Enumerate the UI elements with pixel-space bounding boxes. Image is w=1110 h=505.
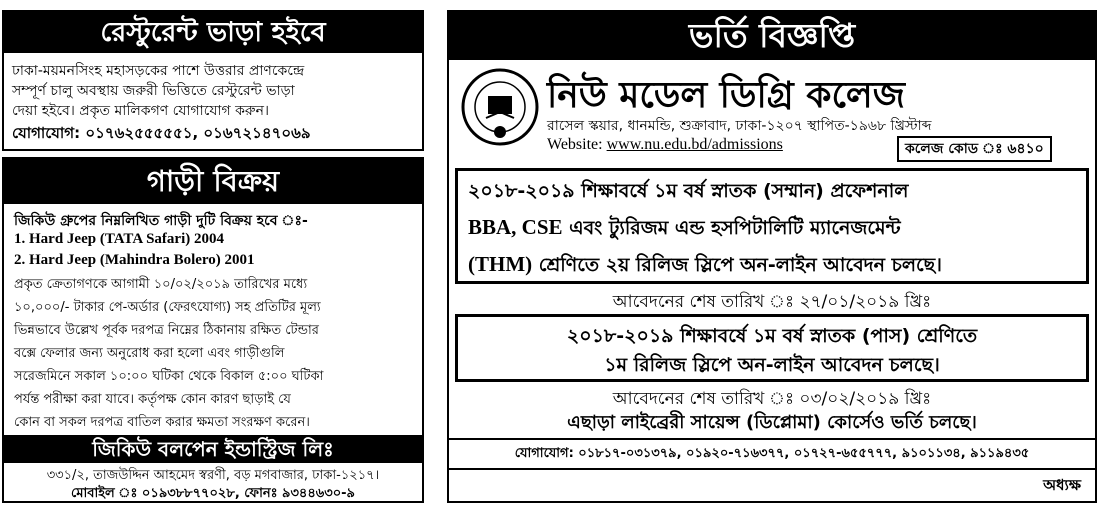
- program-thm: (THM): [468, 252, 533, 276]
- restaurant-ad-line: ঢাকা-ময়মনসিংহ মহাসড়কের পাশে উত্তরার প্রাণকেন্দ্রে: [12, 63, 305, 79]
- car-sale-body-line: কোন বা সকল দরপত্র বাতিল করার ক্ষমতা সংরক্ষণ করেন।: [14, 415, 310, 430]
- college-name: নিউ মডেল ডিগ্রি কলেজ: [547, 75, 905, 116]
- car-sale-body-line: প্রকৃত ক্রেতাগণকে আগামী ১০/০২/২০১৯ তারিখের মধ্যে: [14, 277, 308, 292]
- restaurant-ad-header: রেস্টুরেন্ট ভাড়া হইবে: [4, 12, 422, 53]
- restaurant-ad-line: সম্পূর্ণ চালু অবস্থায় জরুরী ভিত্তিতে রেস্টুরেন্ট ভাড়া: [12, 83, 295, 99]
- honours-program-box: [455, 168, 1089, 284]
- principal-signature: অধ্যক্ষ: [1043, 476, 1081, 494]
- library-science-notice: এছাড়া লাইব্রেরী সায়েন্স (ডিপ্লোমা) কোর্সেও ভর্তি চলছে।: [567, 412, 977, 433]
- pass-program-box: [455, 314, 1089, 382]
- car-sale-body-line: বক্সে ফেলার জন্য অনুরোধ করা হলো এবং গাড়ীগুলি: [14, 346, 285, 361]
- car-item-tata-safari: 1. Hard Jeep (TATA Safari) 2004: [14, 231, 224, 247]
- car-sale-body-line: পর্যন্ত পরীক্ষা করা যাবে। কর্তৃপক্ষ কোন কারণ ছাড়াই যে: [14, 392, 291, 407]
- pass-line: ১ম রিলিজ স্লিপে অন-লাইন আবেদন চলছে।: [604, 354, 940, 376]
- car-sale-header: গাড়ী বিক্রয়: [4, 159, 422, 204]
- website-line: [547, 136, 783, 154]
- car-sale-ad: [2, 157, 424, 503]
- admission-contact: যোগাযোগ: ০১৮১৭-০৩১৩৭৯, ০১৯২০-৭১৬৩৭৭, ০১৭২৭-৬৫৫৭৭৭, ৯১০১১৩৪, ৯১১৯৪৩৫: [514, 446, 1030, 461]
- program-tourism: এবং ট্যুরিজম এন্ড হসপিটালিটি ম্যানেজমেন্ট: [562, 217, 901, 239]
- college-logo-text: [461, 68, 462, 69]
- honours-deadline: আবেদনের শেষ তারিখ ঃ ২৭/০১/২০১৯ খ্রিঃ: [612, 292, 932, 312]
- website-label: Website:: [547, 136, 603, 153]
- honours-line: ২০১৮-২০১৯ শিক্ষাবর্ষে ১ম বর্ষ স্নাতক (সম্মান) প্রফেশনাল: [468, 180, 909, 202]
- admission-divider: [449, 438, 1095, 440]
- car-sale-address: ৩৩১/২, তাজউদ্দিন আহমেদ স্বরণী, বড় মগবাজার, ঢাকা-১২১৭।: [46, 468, 380, 483]
- admission-divider: [449, 468, 1095, 470]
- car-sale-body-line: সরেজমিনে সকাল ১০:০০ ঘটিকা থেকে বিকাল ৫:০০ ঘটিকা: [14, 369, 324, 384]
- honours-line: [468, 251, 942, 283]
- car-sale-intro: জিকিউ গ্রুপের নিম্নলিখিত গাড়ী দুটি বিক্রয় হবে ঃ-: [14, 213, 308, 229]
- admission-notice: [447, 10, 1097, 503]
- honours-line: [468, 214, 901, 246]
- admission-header: ভর্তি বিজ্ঞপ্তি: [449, 12, 1095, 60]
- college-address: রাসেল স্কয়ার, ধানমন্ডি, শুক্রাবাদ, ঢাকা-১২০৭ স্থাপিত-১৯৬৮ খ্রিস্টাব্দ: [547, 118, 932, 134]
- car-sale-body-line: ভিন্নভাবে উল্লেখ পূর্বক দরপত্র নিম্নের ঠিকানায় রক্ষিত টেন্ডার: [14, 323, 319, 338]
- car-sale-phones: মোবাইল ঃ ০১৯৩৮৮৭৭০২৮, ফোনঃ ৯৩৪৪৬৩০-৯: [70, 486, 355, 501]
- restaurant-ad-contact: যোগাযোগ: ০১৭৬২৫৫৫৫৫১, ০১৬৭২১৪৭০৬৯: [12, 124, 311, 142]
- honours-status: শ্রেণিতে ২য় রিলিজ স্লিপে অন-লাইন আবেদন চলছে।: [532, 254, 942, 276]
- restaurant-ad-line: দেয়া হইবে। প্রকৃত মালিকগণ যোগাযোগ করুন।: [12, 103, 269, 119]
- website-link[interactable]: www.nu.edu.bd/admissions: [606, 136, 783, 153]
- program-bba-cse: BBA, CSE: [468, 215, 563, 239]
- restaurant-ad: [2, 10, 424, 151]
- college-code-badge: কলেজ কোড ঃ ৬৪১০: [897, 136, 1052, 162]
- car-sale-body-line: ১০,০০০/- টাকার পে-অর্ডার (ফেরৎযোগ্য) সহ প্রতিটির মূল্য: [14, 300, 321, 315]
- pass-deadline: আবেদনের শেষ তারিখ ঃ ০৩/০২/২০১৯ খ্রিঃ: [612, 389, 932, 409]
- pass-line: ২০১৮-২০১৯ শিক্ষাবর্ষে ১ম বর্ষ স্নাতক (পাস) শ্রেণিতে: [566, 325, 978, 347]
- college-logo: [461, 68, 539, 146]
- car-sale-company: জিকিউ বলপেন ইন্ডাস্ট্রিজ লিঃ: [4, 435, 422, 463]
- car-item-mahindra-bolero: 2. Hard Jeep (Mahindra Bolero) 2001: [14, 252, 255, 268]
